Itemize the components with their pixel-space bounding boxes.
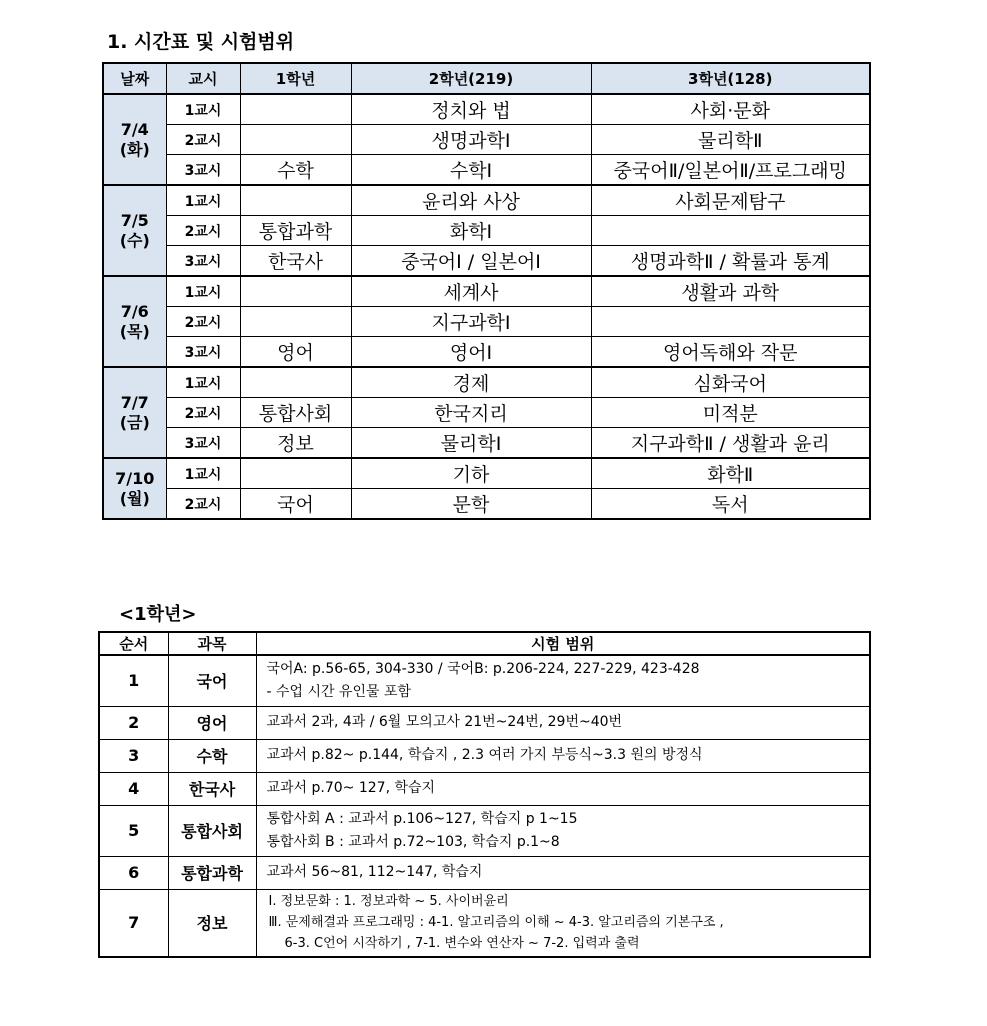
scope-line: 교과서 56~81, 112~147, 학습지: [266, 864, 483, 880]
scope-cell: [256, 655, 870, 706]
grade3-cell: 생활과 과학: [591, 276, 870, 307]
schedule-row: [103, 276, 870, 307]
scope-line: 교과서 2과, 4과 / 6월 모의고사 21번~24번, 29번~40번: [266, 714, 623, 730]
grade1-cell: [240, 94, 351, 125]
period-cell: 1교시: [166, 94, 240, 125]
period-cell: 1교시: [166, 185, 240, 216]
header-date: 날짜: [103, 63, 166, 94]
section1-title: 1. 시간표 및 시험범위: [107, 31, 295, 53]
schedule-header-row: [103, 63, 870, 94]
date-label: 7/6: [120, 301, 149, 321]
scope-row: [99, 856, 870, 889]
grade1-cell: [240, 367, 351, 398]
order-cell: 4: [99, 772, 168, 805]
scope-body: [99, 655, 870, 957]
grade3-cell: 영어독해와 작문: [591, 337, 870, 368]
scope-line: Ⅰ. 정보문화 : 1. 정보과학 ~ 5. 사이버윤리: [268, 894, 509, 910]
order-cell: 2: [99, 706, 168, 739]
weekday-label: (화): [119, 139, 150, 159]
grade3-cell: 중국어Ⅱ/일본어Ⅱ/프로그래밍: [591, 155, 870, 186]
grade1-cell: 영어: [240, 337, 351, 368]
grade2-cell: 물리학Ⅰ: [351, 428, 591, 459]
grade2-cell: 세계사: [351, 276, 591, 307]
scope-line: 국어A: p.56-65, 304-330 / 국어B: p.206-224, 227-229, 423-428: [266, 660, 700, 677]
schedule-row: [103, 367, 870, 398]
grade1-cell: [240, 125, 351, 155]
date-cell: [103, 94, 166, 185]
header-grade1: 1학년: [240, 63, 351, 94]
date-cell: [103, 276, 166, 367]
subject-cell: 정보: [168, 889, 256, 957]
period-cell: 1교시: [166, 367, 240, 398]
grade2-cell: 지구과학Ⅰ: [351, 307, 591, 337]
date-label: 7/4: [120, 119, 149, 139]
period-cell: 3교시: [166, 246, 240, 277]
scope-row: [99, 805, 870, 856]
scope-line: - 수업 시간 유인물 포함: [266, 683, 412, 700]
grade1-cell: 통합사회: [240, 398, 351, 428]
grade2-cell: 수학Ⅰ: [351, 155, 591, 186]
header-scope: 시험 범위: [256, 632, 870, 655]
date-label: 7/5: [120, 210, 149, 230]
schedule-row: [103, 337, 870, 368]
scope-row: [99, 772, 870, 805]
scope-cell: [256, 706, 870, 739]
grade3-cell: 사회문제탐구: [591, 185, 870, 216]
grade1-cell: 정보: [240, 428, 351, 459]
grade2-cell: 기하: [351, 458, 591, 489]
weekday-label: (수): [119, 230, 150, 250]
grade2-cell: 문학: [351, 489, 591, 520]
grade1-cell: [240, 307, 351, 337]
date-label: 7/7: [120, 392, 149, 412]
order-cell: 5: [99, 805, 168, 856]
period-cell: 2교시: [166, 125, 240, 155]
order-cell: 1: [99, 655, 168, 706]
scope-cell: [256, 739, 870, 772]
subject-cell: 영어: [168, 706, 256, 739]
grade3-cell: 화학Ⅱ: [591, 458, 870, 489]
schedule-table: [102, 62, 871, 520]
scope-row: [99, 739, 870, 772]
grade2-cell: 화학Ⅰ: [351, 216, 591, 246]
header-grade3: 3학년(128): [591, 63, 870, 94]
subject-cell: 통합과학: [168, 856, 256, 889]
schedule-row: [103, 94, 870, 125]
grade1-cell: [240, 276, 351, 307]
grade3-cell: 사회·문화: [591, 94, 870, 125]
schedule-row: [103, 125, 870, 155]
scope-line: Ⅲ. 문제해결과 프로그래밍 : 4-1. 알고리즘의 이해 ~ 4-3. 알고리즘의 기본구조 ,: [268, 915, 724, 931]
period-cell: 2교시: [166, 398, 240, 428]
grade3-cell: 생명과학Ⅱ / 확률과 통계: [591, 246, 870, 277]
weekday-label: (금): [119, 412, 150, 432]
order-cell: 6: [99, 856, 168, 889]
scope-header-row: [99, 632, 870, 655]
schedule-row: [103, 155, 870, 186]
header-subject: 과목: [168, 632, 256, 655]
header-order: 순서: [99, 632, 168, 655]
scope-cell: [256, 805, 870, 856]
grade1-cell: 국어: [240, 489, 351, 520]
order-cell: 3: [99, 739, 168, 772]
grade2-cell: 한국지리: [351, 398, 591, 428]
scope-line: 6-3. C언어 시작하기 , 7-1. 변수와 연산자 ~ 7-2. 입력과 출력: [284, 936, 640, 952]
period-cell: 3교시: [166, 337, 240, 368]
grade3-cell: 독서: [591, 489, 870, 520]
grade1-cell: [240, 185, 351, 216]
scope-cell: [256, 856, 870, 889]
period-cell: 3교시: [166, 428, 240, 459]
period-cell: 2교시: [166, 216, 240, 246]
grade1-cell: [240, 458, 351, 489]
subject-cell: 수학: [168, 739, 256, 772]
schedule-row: [103, 185, 870, 216]
period-cell: 1교시: [166, 276, 240, 307]
period-cell: 3교시: [166, 155, 240, 186]
subject-cell: 통합사회: [168, 805, 256, 856]
grade3-cell: [591, 216, 870, 246]
scope-line: 통합사회 B : 교과서 p.72~103, 학습지 p.1~8: [266, 833, 560, 850]
grade2-cell: 윤리와 사상: [351, 185, 591, 216]
date-cell: [103, 367, 166, 458]
schedule-row: [103, 246, 870, 277]
grade2-cell: 경제: [351, 367, 591, 398]
subject-cell: 한국사: [168, 772, 256, 805]
header-grade2: 2학년(219): [351, 63, 591, 94]
scope-row: [99, 889, 870, 957]
grade2-cell: 정치와 법: [351, 94, 591, 125]
scope-row: [99, 655, 870, 706]
date-cell: [103, 458, 166, 519]
schedule-row: [103, 458, 870, 489]
schedule-row: [103, 489, 870, 520]
grade2-cell: 영어Ⅰ: [351, 337, 591, 368]
date-label: 7/10: [115, 468, 155, 488]
grade3-cell: 물리학Ⅱ: [591, 125, 870, 155]
grade3-cell: 지구과학Ⅱ / 생활과 윤리: [591, 428, 870, 459]
schedule-row: [103, 428, 870, 459]
scope-cell: [256, 772, 870, 805]
grade1-cell: 통합과학: [240, 216, 351, 246]
scope-line: 교과서 p.82~ p.144, 학습지 , 2.3 여러 가지 부등식~3.3 원의 방정식: [266, 747, 703, 763]
scope-line: 통합사회 A : 교과서 p.106~127, 학습지 p 1~15: [266, 810, 578, 827]
subject-cell: 국어: [168, 655, 256, 706]
scope-line: 교과서 p.70~ 127, 학습지: [266, 780, 436, 796]
period-cell: 1교시: [166, 458, 240, 489]
grade3-cell: [591, 307, 870, 337]
date-cell: [103, 185, 166, 276]
weekday-label: (목): [119, 321, 150, 341]
scope-cell: [256, 889, 870, 957]
exam-scope-table: [98, 631, 871, 958]
weekday-label: (월): [119, 488, 150, 508]
grade1-cell: 한국사: [240, 246, 351, 277]
grade1-cell: 수학: [240, 155, 351, 186]
schedule-body: [103, 94, 870, 519]
grade3-cell: 미적분: [591, 398, 870, 428]
schedule-row: [103, 307, 870, 337]
section2-title: <1학년>: [119, 604, 197, 625]
period-cell: 2교시: [166, 307, 240, 337]
header-period: 교시: [166, 63, 240, 94]
grade3-cell: 심화국어: [591, 367, 870, 398]
period-cell: 2교시: [166, 489, 240, 520]
order-cell: 7: [99, 889, 168, 957]
scope-row: [99, 706, 870, 739]
schedule-row: [103, 216, 870, 246]
grade2-cell: 생명과학Ⅰ: [351, 125, 591, 155]
schedule-row: [103, 398, 870, 428]
grade2-cell: 중국어Ⅰ / 일본어Ⅰ: [351, 246, 591, 277]
